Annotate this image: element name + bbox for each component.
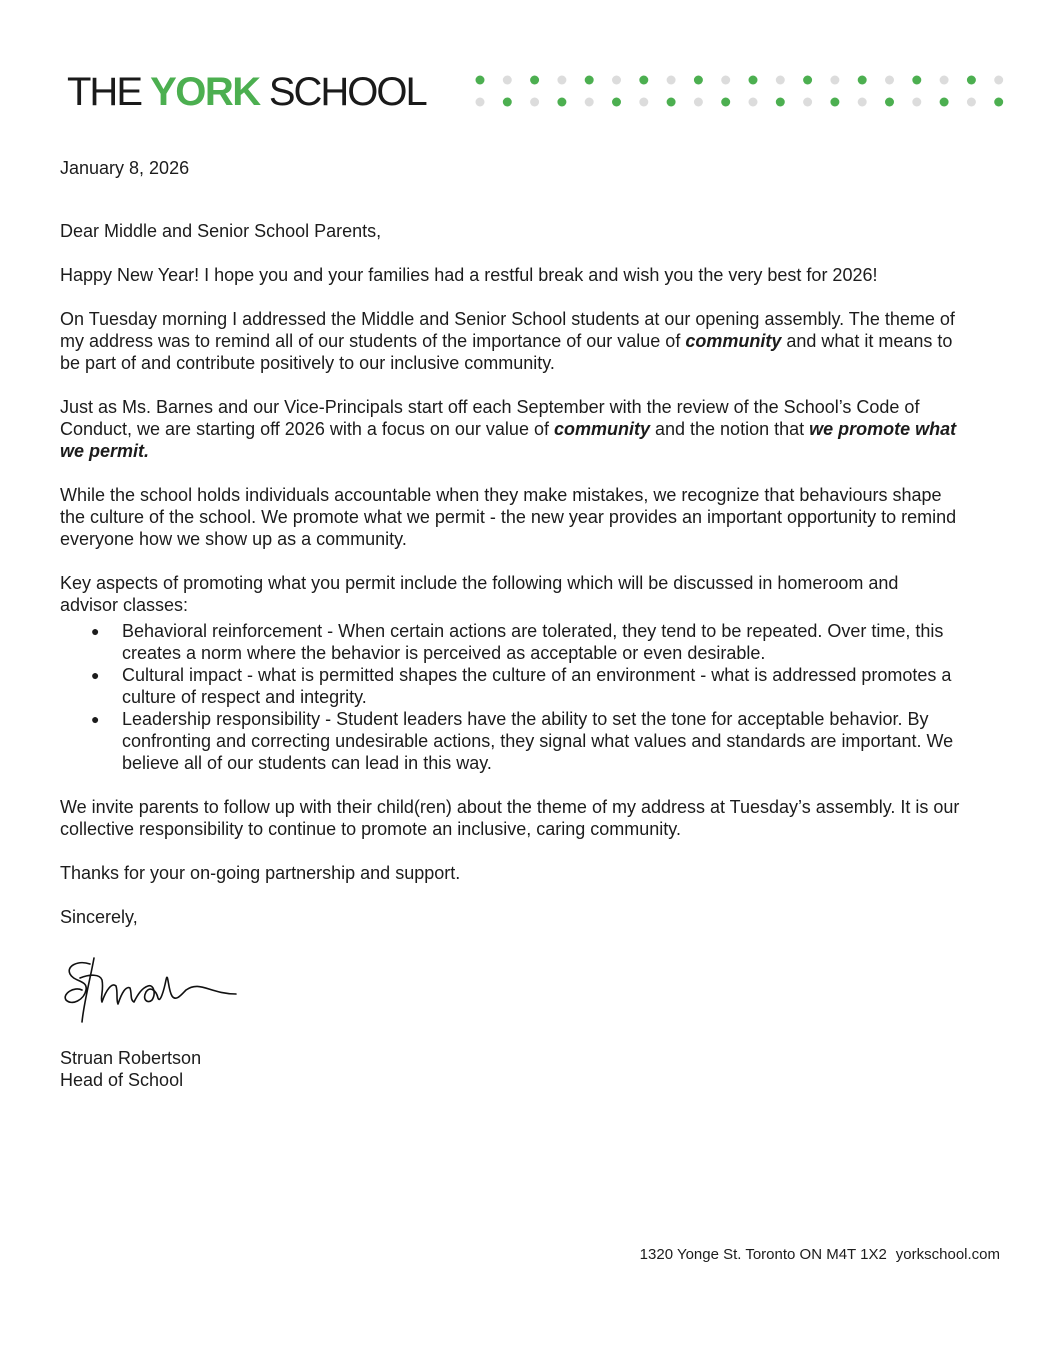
decorative-dot [885, 98, 894, 107]
decorative-dot [858, 76, 867, 85]
signer-title: Head of School [60, 1070, 184, 1090]
letterhead [67, 66, 1007, 116]
decorative-dot [749, 98, 758, 107]
salutation: Dear Middle and Senior School Parents, [60, 221, 382, 241]
emphasis-community: community [553, 419, 650, 439]
decorative-dot [694, 98, 703, 107]
decorative-dot [503, 98, 512, 107]
list-item [91, 708, 960, 774]
decorative-dot [585, 76, 594, 85]
paragraph-invite: We invite parents to follow up with their child(ren) about the theme of my address at Tuesday’s assembly. It is our collective responsibility to continue to promote an inclusive, caring community. [60, 797, 960, 839]
decorative-dot [994, 98, 1003, 107]
bullet-icon: ● [91, 667, 100, 683]
logo-prefix: THE [67, 70, 151, 114]
list-item [91, 620, 960, 664]
key-aspects-list [60, 620, 960, 774]
decorative-dot [803, 76, 812, 85]
decorative-dot [476, 76, 485, 85]
decorative-dot [967, 76, 976, 85]
decorative-dot [721, 98, 730, 107]
decorative-dot [721, 76, 730, 85]
emphasis-community: community [685, 331, 782, 351]
decorative-dot [639, 76, 648, 85]
list-item-text: Leadership responsibility - Student leaders have the ability to set the tone for acceptable behavior. By confronting and correcting undesirable actions, they signal what values and standards are important. We believe all of our students can lead in this way. [122, 709, 954, 773]
decorative-dot [994, 76, 1003, 85]
list-item-text: Behavioral reinforcement - When certain actions are tolerated, they tend to be repeated. Over time, this creates a norm where the behavior is perceived as acceptable or even desirable. [122, 621, 944, 663]
decorative-dot [912, 98, 921, 107]
bullet-icon: ● [91, 711, 100, 727]
paragraph-focus-text-b: and the notion that [649, 419, 810, 439]
decorative-dot [858, 98, 867, 107]
letter-body [60, 157, 960, 942]
list-item-text: Cultural impact - what is permitted shapes the culture of an environment - what is addressed promotes a culture of respect and integrity. [122, 665, 952, 707]
decorative-dot [612, 98, 621, 107]
decorative-dot [557, 76, 566, 85]
decorative-dot [830, 98, 839, 107]
decorative-dot [667, 76, 676, 85]
decorative-dot [830, 76, 839, 85]
decorative-dot [503, 76, 512, 85]
decorative-dot [557, 98, 566, 107]
list-item [91, 664, 960, 708]
paragraph-key-aspects: Key aspects of promoting what you permit include the following which will be discussed in homeroom and advisor classes: [60, 573, 899, 615]
letter-date: January 8, 2026 [60, 158, 190, 178]
paragraph-assembly-text-a: On Tuesday morning I addressed the Middle and Senior School students at our opening assembly. The theme of my address was to remind all of our students of the importance of our value of [60, 309, 955, 351]
decorative-dot [585, 98, 594, 107]
emphasis-promote-permit: we promote what we permit. [60, 419, 957, 461]
paragraph-focus [60, 396, 960, 462]
paragraph-assembly [60, 308, 960, 374]
signature-image [60, 950, 250, 1030]
paragraph-greeting: Happy New Year! I hope you and your families had a restful break and wish you the very best for 2026! [60, 265, 878, 285]
signer-block [60, 1047, 201, 1091]
decorative-dot [749, 76, 758, 85]
decorative-dot [667, 98, 676, 107]
decorative-dot [967, 98, 976, 107]
footer-address: 1320 Yonge St. Toronto ON M4T 1X2 [639, 1246, 887, 1263]
paragraph-focus-text-a: Just as Ms. Barnes and our Vice-Principals start off each September with the review of the School’s Code of Conduct, we are starting off 2026 with a focus on our value of [60, 397, 920, 439]
decorative-dot [912, 76, 921, 85]
decorative-dot [885, 76, 894, 85]
school-logo [67, 70, 426, 114]
signer-name: Struan Robertson [60, 1048, 202, 1068]
bullet-icon: ● [91, 623, 100, 639]
decorative-dot [803, 98, 812, 107]
decorative-dot [940, 98, 949, 107]
decorative-dot [612, 76, 621, 85]
paragraph-thanks: Thanks for your on-going partnership and support. [60, 863, 461, 883]
decorative-dot [530, 76, 539, 85]
paragraph-accountability: While the school holds individuals accountable when they make mistakes, we recognize that behaviours shape the culture of the school. We promote what we permit - the new year provides an important opportunity to remind everyone how we show up as a community. [60, 485, 957, 549]
dot-pattern-decoration [472, 72, 1012, 112]
decorative-dot [694, 76, 703, 85]
closing: Sincerely, [60, 907, 138, 927]
decorative-dot [639, 98, 648, 107]
decorative-dot [530, 98, 539, 107]
paragraph-assembly-text-b: and what it means to be part of and contribute positively to our inclusive community. [60, 331, 953, 373]
decorative-dot [476, 98, 485, 107]
logo-suffix: SCHOOL [259, 70, 426, 114]
logo-accent: YORK [150, 70, 260, 114]
decorative-dot [940, 76, 949, 85]
decorative-dot [776, 98, 785, 107]
footer [640, 1245, 1000, 1265]
footer-website: yorkschool.com [895, 1246, 1000, 1263]
decorative-dot [776, 76, 785, 85]
